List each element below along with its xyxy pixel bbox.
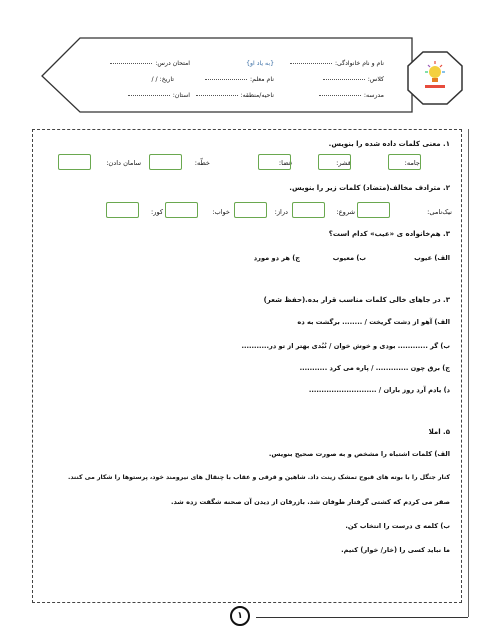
answer-box[interactable]	[165, 202, 198, 218]
q1-title: ۱. معنی کلمات داده شده را بنویس.	[328, 140, 450, 148]
q1-word: سامان دادن:	[106, 159, 141, 167]
q5-sentence: کنار جنگل را با بوته های قبوح تمشک زینت داد. شاهین و قرقی و عقاب با چنقال های نیرومند خود، پرستوها را شکار می کنند.	[67, 474, 450, 481]
q2-word: نیک‌نامی:	[427, 208, 452, 216]
school-field[interactable]	[316, 92, 384, 99]
province-field[interactable]	[125, 92, 190, 99]
school-blank[interactable]	[319, 95, 361, 96]
answer-box[interactable]	[258, 154, 291, 170]
province-blank[interactable]	[128, 95, 170, 96]
exam-blank[interactable]	[110, 63, 152, 64]
q1-word: قضا:	[278, 159, 292, 167]
answer-box[interactable]	[149, 154, 182, 170]
answer-box[interactable]	[58, 154, 91, 170]
class-field[interactable]	[320, 76, 384, 83]
answer-box[interactable]	[318, 154, 351, 170]
teacher-label: نام معلم:	[250, 76, 274, 83]
q5-sub-a: الف) کلمات اشتباه را مشخص و به صورت صحیح بنویس.	[268, 450, 450, 458]
slogan: {به یاد او}	[246, 60, 274, 67]
q4-title: ۳. در جاهای خالی کلمات مناسب قرار بده.(حفظ شعر)	[263, 296, 450, 304]
answer-box[interactable]	[234, 202, 267, 218]
student-name-field[interactable]	[287, 60, 384, 67]
q3-option[interactable]: ب) معیوب	[332, 254, 366, 262]
answer-box[interactable]	[106, 202, 139, 218]
answer-box[interactable]	[292, 202, 325, 218]
school-label: مدرسه:	[363, 92, 384, 99]
margin-line	[468, 129, 469, 617]
name-blank[interactable]	[290, 63, 332, 64]
q2-word: کور:	[151, 208, 163, 216]
teacher-field[interactable]	[202, 76, 274, 83]
class-blank[interactable]	[323, 79, 365, 80]
date-label: تاریخ: / /	[151, 76, 174, 83]
answer-box[interactable]	[388, 154, 421, 170]
province-label: استان:	[172, 92, 190, 99]
teacher-blank[interactable]	[205, 79, 247, 80]
class-label: کلاس:	[367, 76, 384, 83]
q5-sub-b: ب) کلمه ی درست را انتخاب کن.	[345, 522, 450, 530]
q3-option[interactable]: الف) عیوب	[414, 254, 450, 262]
date-field[interactable]	[152, 76, 175, 83]
poem-line: ب) گر ............ بودی و خوش خوان / نُبُدی بهتر از تو در...........	[241, 342, 450, 350]
q1-word: قشر:	[336, 159, 351, 167]
answer-box[interactable]	[357, 202, 390, 218]
student-name-label: نام و نام خانوادگی:	[334, 60, 384, 67]
poem-line: ج) برق چون ............. / پاره می کرد ...........	[299, 364, 450, 372]
region-field[interactable]	[193, 92, 275, 99]
exam-label: امتحان درس:	[155, 60, 190, 67]
q3-title: ۳. هم‌خانواده ی «عیب» کدام است؟	[328, 230, 450, 238]
school-logo	[410, 52, 460, 102]
page-number: ۱	[230, 606, 250, 626]
q1-word: جامه:	[404, 159, 420, 167]
q2-title: ۲. مترادف مخالف(متضاد) کلمات زیر را بنویس.	[289, 184, 450, 192]
poem-line: الف) آهو از دشت گریخت / ........ برگشت به ده	[297, 318, 450, 326]
q2-word: دراز:	[274, 208, 288, 216]
q2-word: خواب:	[212, 208, 230, 216]
q5-sentence: صفر می کردم که کشتی گرفتار طوفان شد. بازرقان از دیدن آن صحنه شگفت زده شد.	[170, 498, 450, 506]
q2-word: شروع:	[336, 208, 355, 216]
q5-title: ۵. املا	[428, 428, 450, 436]
exam-field[interactable]	[107, 60, 190, 67]
q5-choice: ما نباید کسی را (خار/ خوار) کنیم.	[341, 546, 450, 554]
region-label: ناحیه/منطقه:	[240, 92, 274, 99]
q3-option[interactable]: ج) هر دو مورد	[253, 254, 300, 262]
poem-line: د) یادم آرد روز باران / ...........................	[308, 386, 450, 394]
footer-line	[256, 617, 468, 618]
region-blank[interactable]	[196, 95, 238, 96]
q1-word: خطّه:	[194, 159, 210, 167]
